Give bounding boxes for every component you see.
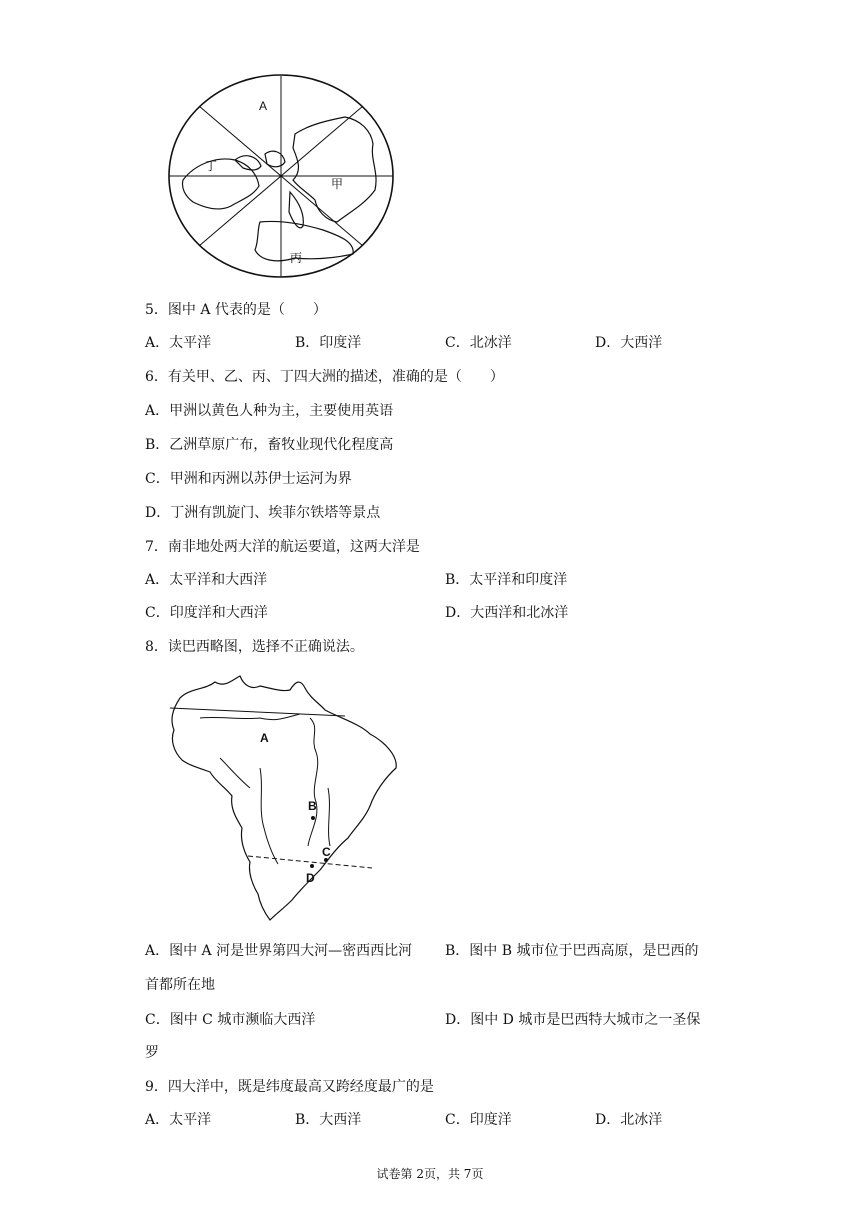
- landmass-outlines: [182, 117, 376, 261]
- q9-option-b[interactable]: B．大西洋: [295, 1112, 362, 1128]
- label-a: A: [260, 731, 269, 745]
- label-jia: 甲: [331, 177, 344, 191]
- label-bing: 丙: [290, 251, 303, 265]
- question-9-stem: 9．四大洋中，既是纬度最高又跨经度最广的是: [145, 1079, 434, 1095]
- q9-option-d[interactable]: D．北冰洋: [595, 1112, 663, 1128]
- city-markers: [310, 816, 328, 868]
- map-grid-lines: [169, 76, 393, 277]
- q6-option-a[interactable]: A．甲洲以黄色人种为主，主要使用英语: [145, 403, 394, 419]
- question-5-stem: 5．图中 A 代表的是（ ）: [145, 302, 327, 318]
- brazil-outline: [172, 676, 396, 920]
- q6-option-b[interactable]: B．乙洲草原广布，畜牧业现代化程度高: [145, 437, 394, 453]
- q6-option-c[interactable]: C．甲洲和丙洲以苏伊士运河为界: [145, 471, 352, 487]
- label-c: C: [322, 845, 331, 859]
- q5-option-c[interactable]: C．北冰洋: [445, 335, 512, 351]
- q5-option-a[interactable]: A．太平洋: [145, 335, 212, 351]
- q5-option-d[interactable]: D．大西洋: [595, 335, 663, 351]
- question-6-stem: 6．有关甲、乙、丙、丁四大洲的描述，准确的是（ ）: [145, 369, 504, 385]
- question-8-stem: 8．读巴西略图，选择不正确说法。: [145, 639, 364, 655]
- label-d: D: [306, 871, 315, 885]
- q7-option-b[interactable]: B．太平洋和印度洋: [445, 572, 568, 588]
- polar-map-figure: [165, 72, 397, 282]
- brazil-labels: [260, 731, 331, 885]
- q6-option-d[interactable]: D．丁洲有凯旋门、埃菲尔铁塔等景点: [145, 505, 381, 521]
- label-a: A: [259, 99, 268, 113]
- brazil-map-figure: [160, 668, 410, 930]
- q7-option-c[interactable]: C．印度洋和大西洋: [145, 605, 268, 621]
- q8-option-d-continued: 罗: [145, 1045, 159, 1061]
- label-ding: 丁: [205, 159, 218, 173]
- q7-option-a[interactable]: A．太平洋和大西洋: [145, 572, 268, 588]
- q8-option-d[interactable]: D．图中 D 城市是巴西特大城市之一圣保: [445, 1012, 701, 1028]
- q8-option-a[interactable]: A．图中 A 河是世界第四大河—密西西比河: [145, 943, 413, 959]
- q8-option-c[interactable]: C．图中 C 城市濒临大西洋: [145, 1012, 316, 1028]
- q5-option-b[interactable]: B．印度洋: [295, 335, 362, 351]
- q9-option-a[interactable]: A．太平洋: [145, 1112, 212, 1128]
- q7-option-d[interactable]: D．大西洋和北冰洋: [445, 605, 569, 621]
- q9-option-c[interactable]: C．印度洋: [445, 1112, 512, 1128]
- label-b: B: [308, 799, 317, 813]
- page-footer: 试卷第 2页，共 7页: [376, 1167, 484, 1181]
- q8-option-b-continued: 首都所在地: [145, 977, 215, 993]
- q8-option-b[interactable]: B．图中 B 城市位于巴西高原，是巴西的: [445, 943, 699, 959]
- question-7-stem: 7．南非地处两大洋的航运要道，这两大洋是: [145, 539, 420, 555]
